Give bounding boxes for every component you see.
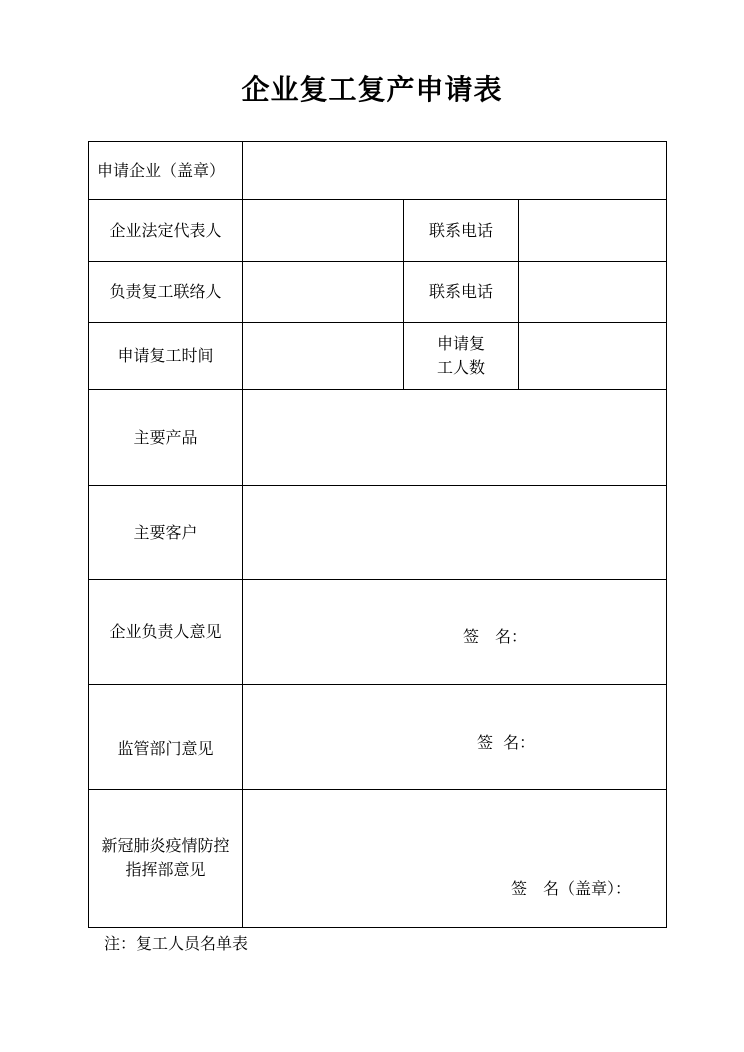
main-products-field[interactable] xyxy=(243,390,667,486)
footnote: 注：复工人员名单表 xyxy=(104,934,249,953)
apply-workers-label-line2: 工人数 xyxy=(436,358,485,377)
row-main-customers xyxy=(89,486,667,580)
legal-rep-label: 企业法定代表人 xyxy=(89,200,243,262)
supervisor-signature-label: 签 名： xyxy=(477,733,536,752)
contact-phone-field-2[interactable] xyxy=(519,262,667,323)
legal-rep-field[interactable] xyxy=(243,200,404,262)
row-legal-rep xyxy=(89,200,667,262)
applicant-company-field[interactable] xyxy=(243,142,667,200)
applicant-company-label: 申请企业（盖章） xyxy=(89,142,243,200)
row-responsible-contact xyxy=(89,262,667,323)
row-supervisor-opinion xyxy=(89,685,667,790)
row-main-products xyxy=(89,390,667,486)
supervisor-opinion-field[interactable] xyxy=(243,685,667,790)
covid-opinion-field[interactable] xyxy=(243,790,667,928)
supervisor-opinion-label: 监管部门意见 xyxy=(89,685,243,790)
covid-signature-label: 签 名（盖章）： xyxy=(511,879,632,898)
main-products-label: 主要产品 xyxy=(89,390,243,486)
responsible-contact-field[interactable] xyxy=(243,262,404,323)
contact-phone-field-1[interactable] xyxy=(519,200,667,262)
main-customers-field[interactable] xyxy=(243,486,667,580)
apply-workers-field[interactable] xyxy=(519,323,667,390)
covid-opinion-label-line2: 指挥部意见 xyxy=(125,860,206,879)
row-covid-opinion xyxy=(89,790,667,928)
row-apply-time xyxy=(89,323,667,390)
manager-signature-label: 签 名： xyxy=(463,627,528,646)
application-form-table xyxy=(88,141,667,928)
page-title: 企业复工复产申请表 xyxy=(241,73,503,106)
apply-workers-label xyxy=(404,323,519,390)
row-applicant-company xyxy=(89,142,667,200)
apply-workers-label-line1: 申请复 xyxy=(436,334,485,353)
apply-time-label: 申请复工时间 xyxy=(89,323,243,390)
contact-phone-label-2: 联系电话 xyxy=(404,262,519,323)
contact-phone-label-1: 联系电话 xyxy=(404,200,519,262)
manager-opinion-field[interactable] xyxy=(243,580,667,685)
main-customers-label: 主要客户 xyxy=(89,486,243,580)
manager-opinion-label: 企业负责人意见 xyxy=(89,580,243,685)
apply-time-field[interactable] xyxy=(243,323,404,390)
covid-opinion-label xyxy=(89,790,243,928)
responsible-contact-label: 负责复工联络人 xyxy=(89,262,243,323)
covid-opinion-label-line1: 新冠肺炎疫情防控 xyxy=(101,836,230,855)
row-manager-opinion xyxy=(89,580,667,685)
